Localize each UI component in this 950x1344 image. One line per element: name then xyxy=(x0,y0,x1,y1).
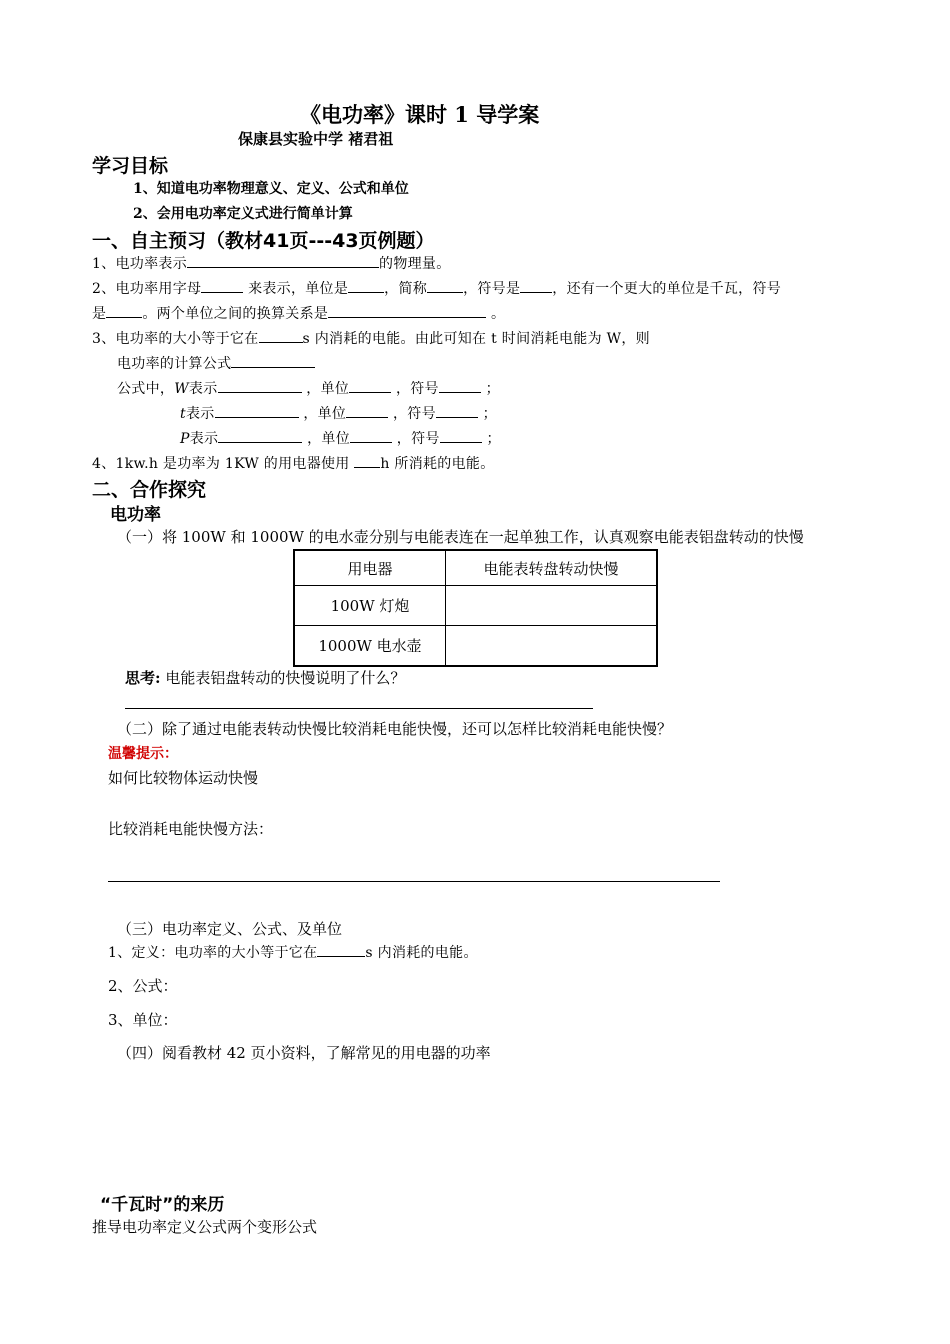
part2-text: （二）除了通过电能表转动快慢比较消耗电能快慢，还可以怎样比较消耗电能快慢？ xyxy=(117,720,673,738)
preview-q3-row-t: t表示 ，单位 ，符号 ； xyxy=(180,403,497,423)
preview-q3-line1: 3、电功率的大小等于它在 s 内消耗的电能。由此可知在 t 时间消耗电能为 W，则 xyxy=(92,328,650,348)
answer-line[interactable] xyxy=(108,881,720,882)
answer-blank[interactable] xyxy=(215,403,299,418)
answer-blank[interactable] xyxy=(218,378,302,393)
answer-blank[interactable] xyxy=(187,253,379,268)
derive-formula-line: 推导电功率定义公式两个变形公式 xyxy=(92,1218,318,1236)
kwh-origin-heading: “千瓦时”的来历 xyxy=(100,1195,225,1215)
table-header-cell: 电能表转盘转动快慢 xyxy=(446,550,658,586)
preview-q3-row-p: P表示 ，单位 ，符号 ； xyxy=(180,428,501,448)
answer-line[interactable] xyxy=(125,708,593,709)
cooperate-subheading: 电功率 xyxy=(110,505,161,525)
answer-blank[interactable] xyxy=(439,378,481,393)
answer-blank[interactable] xyxy=(328,303,486,318)
answer-blank[interactable] xyxy=(259,328,303,343)
preview-q2-line2: 是 。两个单位之间的换算关系是 。 xyxy=(92,303,505,323)
answer-blank[interactable] xyxy=(354,453,380,468)
formula-line: 2、公式： xyxy=(108,977,178,995)
unit-line: 3、单位： xyxy=(108,1011,178,1029)
answer-blank[interactable] xyxy=(427,278,463,293)
page-title: 《电功率》课时 1 导学案 xyxy=(300,102,540,127)
table-cell: 1000W 电水壶 xyxy=(294,626,446,667)
answer-blank[interactable] xyxy=(346,403,388,418)
table-header-row xyxy=(294,550,657,586)
objective-item: 2、会用电功率定义式进行简单计算 xyxy=(133,206,353,222)
observation-table xyxy=(293,549,658,667)
table-row xyxy=(294,586,657,626)
preview-q2-line1: 2、电功率用字母 来表示，单位是 ，简称 ，符号是 ，还有一个更大的单位是千瓦，符号 xyxy=(92,278,781,298)
preview-q3-line2: 电功率的计算公式 xyxy=(117,353,315,373)
table-cell: 100W 灯炮 xyxy=(294,586,446,626)
tip-line-1: 如何比较物体运动快慢 xyxy=(108,769,259,787)
answer-blank[interactable] xyxy=(218,428,302,443)
author-line: 保康县实验中学 褚君祖 xyxy=(238,130,394,148)
objectives-heading: 学习目标 xyxy=(92,155,169,177)
tip-line-2: 比较消耗电能快慢方法： xyxy=(108,820,274,838)
answer-blank[interactable] xyxy=(231,353,315,368)
part3-text: （三）电功率定义、公式、及单位 xyxy=(117,920,343,938)
objective-item: 1、知道电功率物理意义、定义、公式和单位 xyxy=(133,181,409,197)
part1-text: （一）将 100W 和 1000W 的电水壶分别与电能表连在一起单独工作，认真观察电能表铝盘转动的快慢 xyxy=(117,528,804,546)
part4-text: （四）阅看教材 42 页小资料，了解常见的用电器的功率 xyxy=(117,1044,491,1062)
preview-heading: 一、自主预习（教材41页---43页例题） xyxy=(92,230,435,252)
answer-blank[interactable] xyxy=(317,942,365,957)
definition-line: 1、定义：电功率的大小等于它在 s 内消耗的电能。 xyxy=(108,942,478,962)
answer-blank[interactable] xyxy=(348,278,384,293)
answer-blank[interactable] xyxy=(349,378,391,393)
answer-blank[interactable] xyxy=(520,278,552,293)
table-row xyxy=(294,626,657,667)
preview-q1: 1、电功率表示 的物理量。 xyxy=(92,253,451,273)
table-header-cell: 用电器 xyxy=(294,550,446,586)
cooperate-heading: 二、合作探究 xyxy=(92,479,207,501)
table-answer-cell[interactable] xyxy=(446,586,658,626)
answer-blank[interactable] xyxy=(436,403,478,418)
think-question: 思考: 电能表铝盘转动的快慢说明了什么？ xyxy=(125,669,406,687)
preview-q4: 4、1kw.h 是功率为 1KW 的用电器使用 h 所消耗的电能。 xyxy=(92,453,495,473)
table-answer-cell[interactable] xyxy=(446,626,658,667)
answer-blank[interactable] xyxy=(106,303,142,318)
answer-blank[interactable] xyxy=(201,278,243,293)
answer-blank[interactable] xyxy=(440,428,482,443)
tip-label: 温馨提示： xyxy=(108,746,178,762)
answer-blank[interactable] xyxy=(350,428,392,443)
preview-q3-row-w: 公式中，W表示 ，单位 ，符号 ； xyxy=(117,378,500,398)
